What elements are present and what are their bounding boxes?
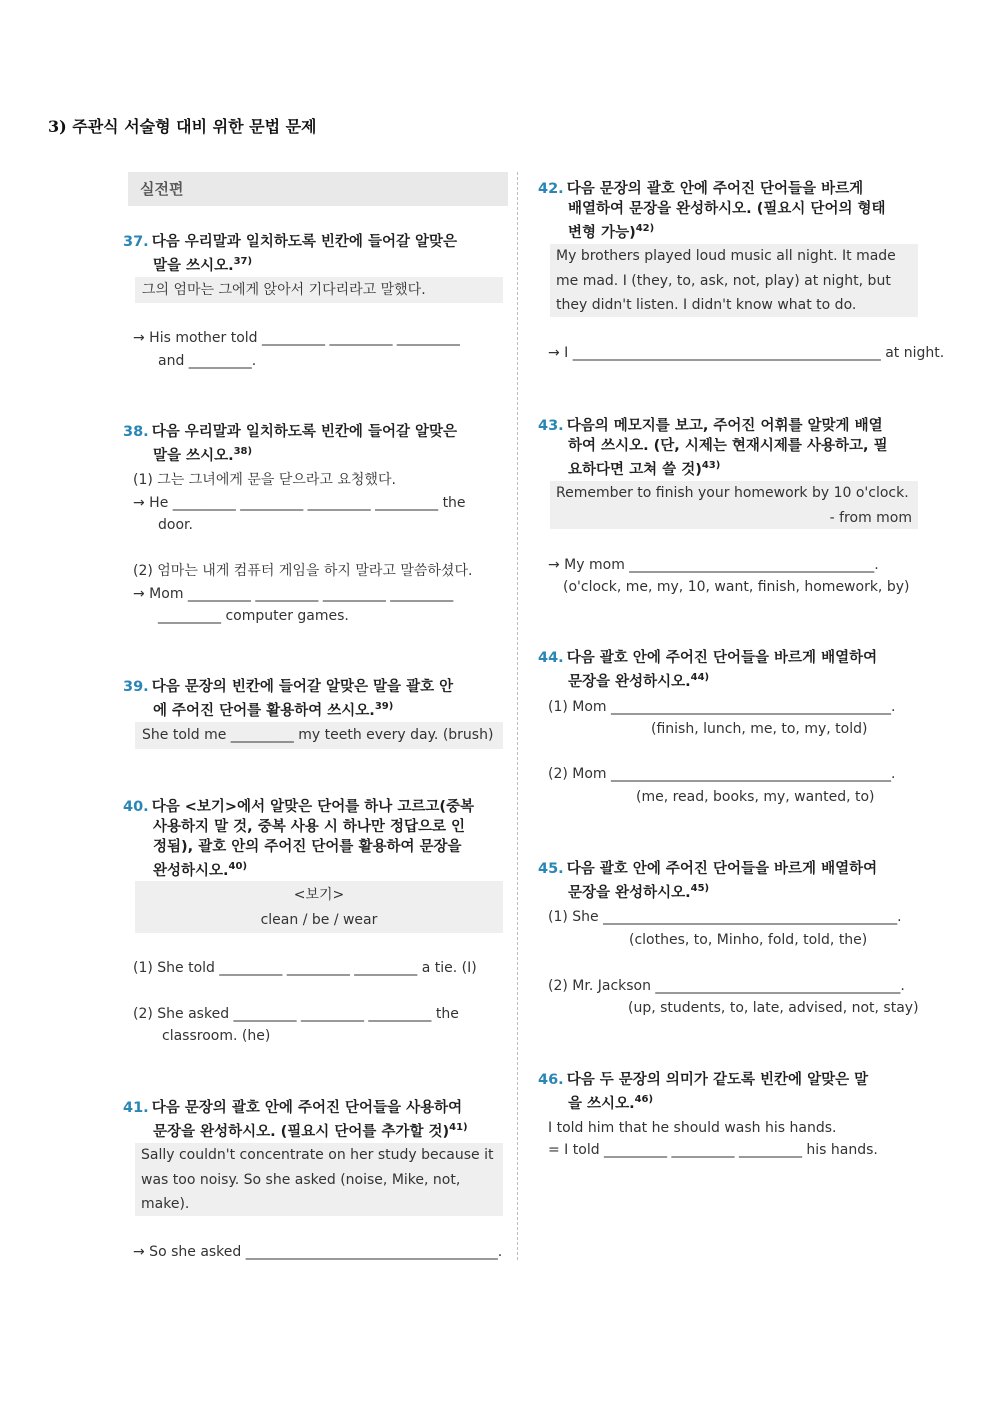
question-44-part2: (2) Mom ________________________________________. bbox=[548, 766, 896, 782]
question-46-answer: = I told _________ _________ _________ his hands. bbox=[548, 1142, 878, 1158]
question-43-title: 43. 다음의 메모지를 보고, 주어진 어휘를 알맞게 배열 하여 쓰시오. (단, 시제는 현재시제를 사용하고, 필 요하다면 고쳐 쓸 것)$^{43)}$ bbox=[538, 418, 888, 478]
question-44-part2-words: (me, read, books, my, wanted, to) bbox=[636, 789, 875, 805]
question-39-sentence-box: She told me _________ my teeth every day. (brush) bbox=[135, 722, 503, 749]
question-42-passage-box: My brothers played loud music all night. It made me mad. I (they, to, ask, not, play) at night, but they didn't listen. I didn't know what to do. bbox=[550, 244, 918, 317]
question-40-part2-line2: classroom. (he) bbox=[162, 1028, 271, 1044]
column-divider bbox=[517, 172, 518, 1260]
question-45-part2-words: (up, students, to, late, advised, not, stay) bbox=[628, 1000, 919, 1016]
question-45-part1-words: (clothes, to, Minho, fold, told, the) bbox=[629, 932, 868, 948]
question-44-part1: (1) Mom ________________________________________. bbox=[548, 699, 896, 715]
question-40-title: 40. 다음 <보기>에서 알맞은 단어를 하나 고르고(중복 사용하지 말 것, 중복 사용 시 하나만 정답으로 인 정됨), 괄호 안의 주어진 단어를 활용하여 문장을 완성하시오.$^{40)}$ bbox=[123, 799, 474, 879]
question-46-title: 46. 다음 두 문장의 의미가 같도록 빈칸에 알맞은 말 을 쓰시오.$^{46)}$ bbox=[538, 1072, 869, 1112]
question-38-part2-answer2: _________ computer games. bbox=[158, 608, 349, 624]
question-number: 42. bbox=[538, 181, 564, 197]
question-38-part1-answer2: door. bbox=[158, 517, 193, 533]
section-label-box bbox=[128, 172, 508, 206]
question-number: 45. bbox=[538, 861, 564, 877]
question-43-answer: → My mom ___________________________________. bbox=[548, 557, 879, 573]
question-number: 43. bbox=[538, 418, 564, 434]
question-40-part1: (1) She told _________ _________ _________ a tie. (I) bbox=[133, 960, 477, 976]
question-number: 40. bbox=[123, 799, 149, 815]
question-number: 37. bbox=[123, 234, 149, 250]
question-43-memo-box: Remember to finish your homework by 10 o'clock. - from mom bbox=[550, 481, 918, 529]
question-37-korean-box: 그의 엄마는 그에게 앉아서 기다리라고 말했다. bbox=[135, 277, 503, 303]
question-41-passage-box: Sally couldn't concentrate on her study because it was too noisy. So she asked (noise, Mike, not, make). bbox=[135, 1143, 503, 1216]
question-43-words: (o'clock, me, my, 10, want, finish, homework, by) bbox=[563, 579, 910, 595]
question-number: 39. bbox=[123, 679, 149, 695]
question-38-part1-korean: (1) 그는 그녀에게 문을 닫으라고 요청했다. bbox=[133, 472, 396, 488]
question-38-part2-korean: (2) 엄마는 내게 컴퓨터 게임을 하지 말라고 말씀하셨다. bbox=[133, 563, 473, 579]
question-42-answer: → I ____________________________________________ at night. bbox=[548, 345, 945, 361]
question-39-title: 39. 다음 문장의 빈칸에 들어갈 알맞은 말을 괄호 안 에 주어진 단어를 활용하여 쓰시오.$^{39)}$ bbox=[123, 679, 454, 719]
question-number: 46. bbox=[538, 1072, 564, 1088]
question-37-answer-line1: → His mother told _________ _________ _________ bbox=[133, 330, 460, 346]
question-38-title: 38. 다음 우리말과 일치하도록 빈칸에 들어갈 알맞은 말을 쓰시오.$^{38)}$ bbox=[123, 424, 458, 464]
question-37-title: 37. 다음 우리말과 일치하도록 빈칸에 들어갈 알맞은 말을 쓰시오.$^{37)}$ bbox=[123, 234, 458, 274]
question-45-title: 45. 다음 괄호 안에 주어진 단어들을 바르게 배열하여 문장을 완성하시오.$^{45)}$ bbox=[538, 861, 878, 901]
question-number: 44. bbox=[538, 650, 564, 666]
question-44-title: 44. 다음 괄호 안에 주어진 단어들을 바르게 배열하여 문장을 완성하시오.$^{44)}$ bbox=[538, 650, 878, 690]
question-40-example-box bbox=[135, 881, 503, 933]
question-45-part1: (1) She __________________________________________. bbox=[548, 909, 902, 925]
question-40-part2-line1: (2) She asked _________ _________ _________ the bbox=[133, 1006, 459, 1022]
question-44-part1-words: (finish, lunch, me, to, my, told) bbox=[651, 721, 868, 737]
question-number: 41. bbox=[123, 1100, 149, 1116]
question-38-part1-answer1: → He _________ _________ _________ _________ the bbox=[133, 495, 466, 511]
example-box-title: <보기> bbox=[293, 887, 345, 903]
section-label: 실전편 bbox=[140, 180, 184, 198]
page-header: 3) 주관식 서술형 대비 위한 문법 문제 bbox=[48, 117, 317, 136]
question-45-part2: (2) Mr. Jackson ___________________________________. bbox=[548, 978, 905, 994]
question-46-sentence: I told him that he should wash his hands. bbox=[548, 1120, 837, 1136]
question-41-answer: → So she asked ____________________________________. bbox=[133, 1244, 503, 1260]
example-box-words: clean / be / wear bbox=[260, 911, 378, 928]
question-number: 38. bbox=[123, 424, 149, 440]
question-38-part2-answer1: → Mom _________ _________ _________ _________ bbox=[133, 586, 454, 602]
question-41-title: 41. 다음 문장의 괄호 안에 주어진 단어들을 사용하여 문장을 완성하시오. (필요시 단어를 추가할 것)$^{41)}$ bbox=[123, 1100, 468, 1140]
question-42-title: 42. 다음 문장의 괄호 안에 주어진 단어들을 바르게 배열하여 문장을 완성하시오. (필요시 단어의 형태 변형 가능)$^{42)}$ bbox=[538, 181, 886, 241]
question-37-answer-line2: and _________. bbox=[158, 353, 257, 369]
